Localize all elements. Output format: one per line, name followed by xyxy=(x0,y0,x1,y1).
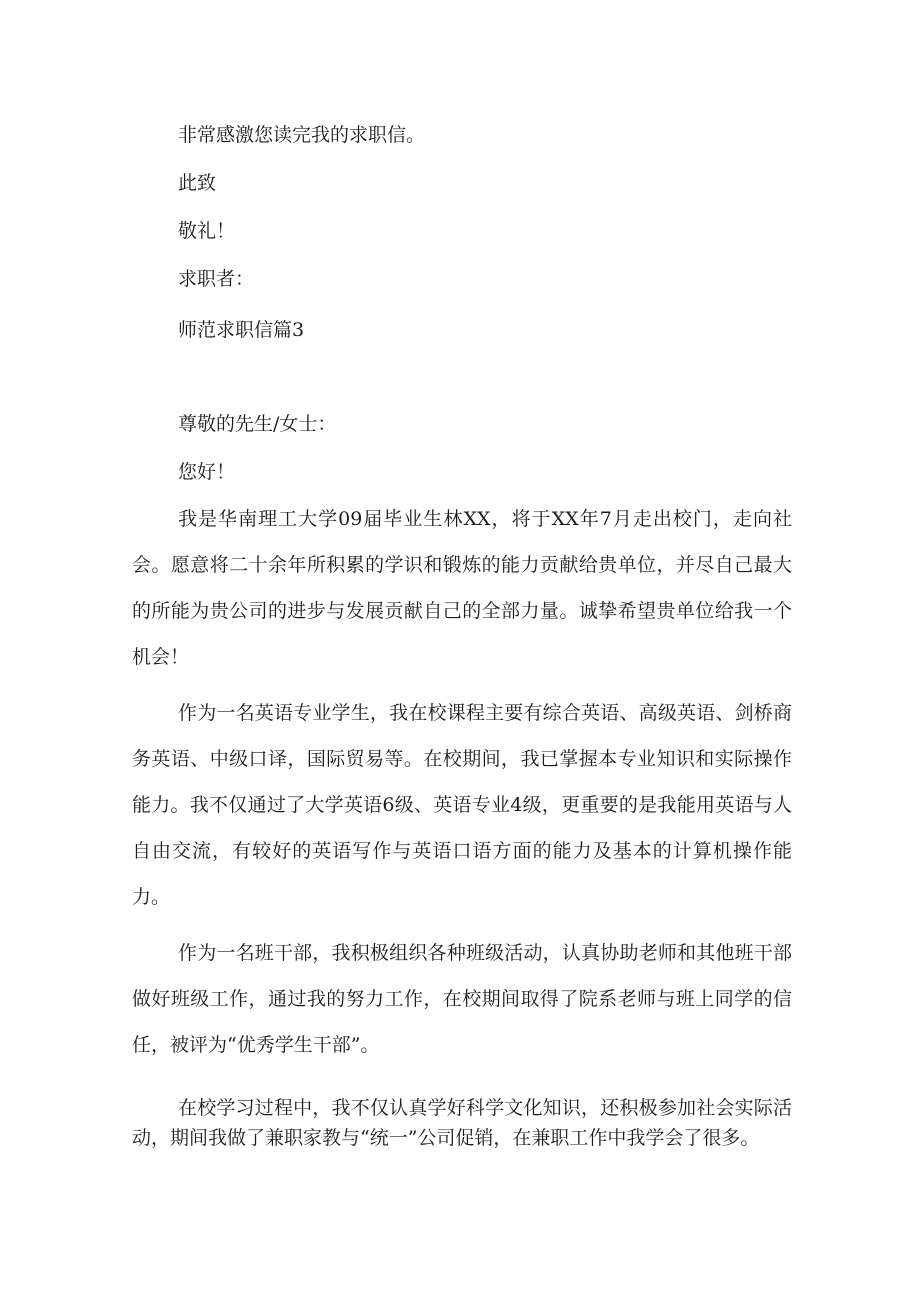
closing-applicant: 求职者： xyxy=(178,268,255,290)
closing-ci-zhi: 此致 xyxy=(178,172,217,194)
letter-paragraph-cadre: 作为一名班干部，我积极组织各种班级活动，认真协助老师和其他班干部做好班级工作，通过我的努力工作，在校期间取得了院系老师与班上同学的信任，被评为“优秀学生干部”。 xyxy=(132,942,792,1056)
letter-paragraph-practice: 在校学习过程中，我不仅认真学好科学文化知识，还积极参加社会实际活动，期间我做了兼职家教与“统一”公司促销，在兼职工作中我学会了很多。 xyxy=(132,1097,792,1149)
section-title: 师范求职信篇3 xyxy=(178,319,305,341)
letter-salutation: 尊敬的先生/女士： xyxy=(178,413,337,435)
letter-paragraph-major: 作为一名英语专业学生，我在校课程主要有综合英语、高级英语、剑桥商务英语、中级口译，国际贸易等。在校期间，我已掌握本专业知识和实际操作能力。我不仅通过了大学英语6级、英语专业4级，更重要的是我能用英语与人自由交流，有较好的英语写作与英语口语方面的能力及基本的计算机操作能力。 xyxy=(132,702,792,908)
letter-greeting: 您好！ xyxy=(178,461,236,483)
closing-jing-li: 敬礼！ xyxy=(178,220,236,242)
closing-thanks: 非常感激您读完我的求职信。 xyxy=(178,124,426,146)
letter-paragraph-intro: 我是华南理工大学09届毕业生林XX，将于XX年7月走出校门，走向社会。愿意将二十余年所积累的学识和锻炼的能力贡献给贵单位，并尽自己最大的所能为贵公司的进步与发展贡献自己的全部力量。诚挚希望贵单位给我一个机会！ xyxy=(132,508,792,668)
